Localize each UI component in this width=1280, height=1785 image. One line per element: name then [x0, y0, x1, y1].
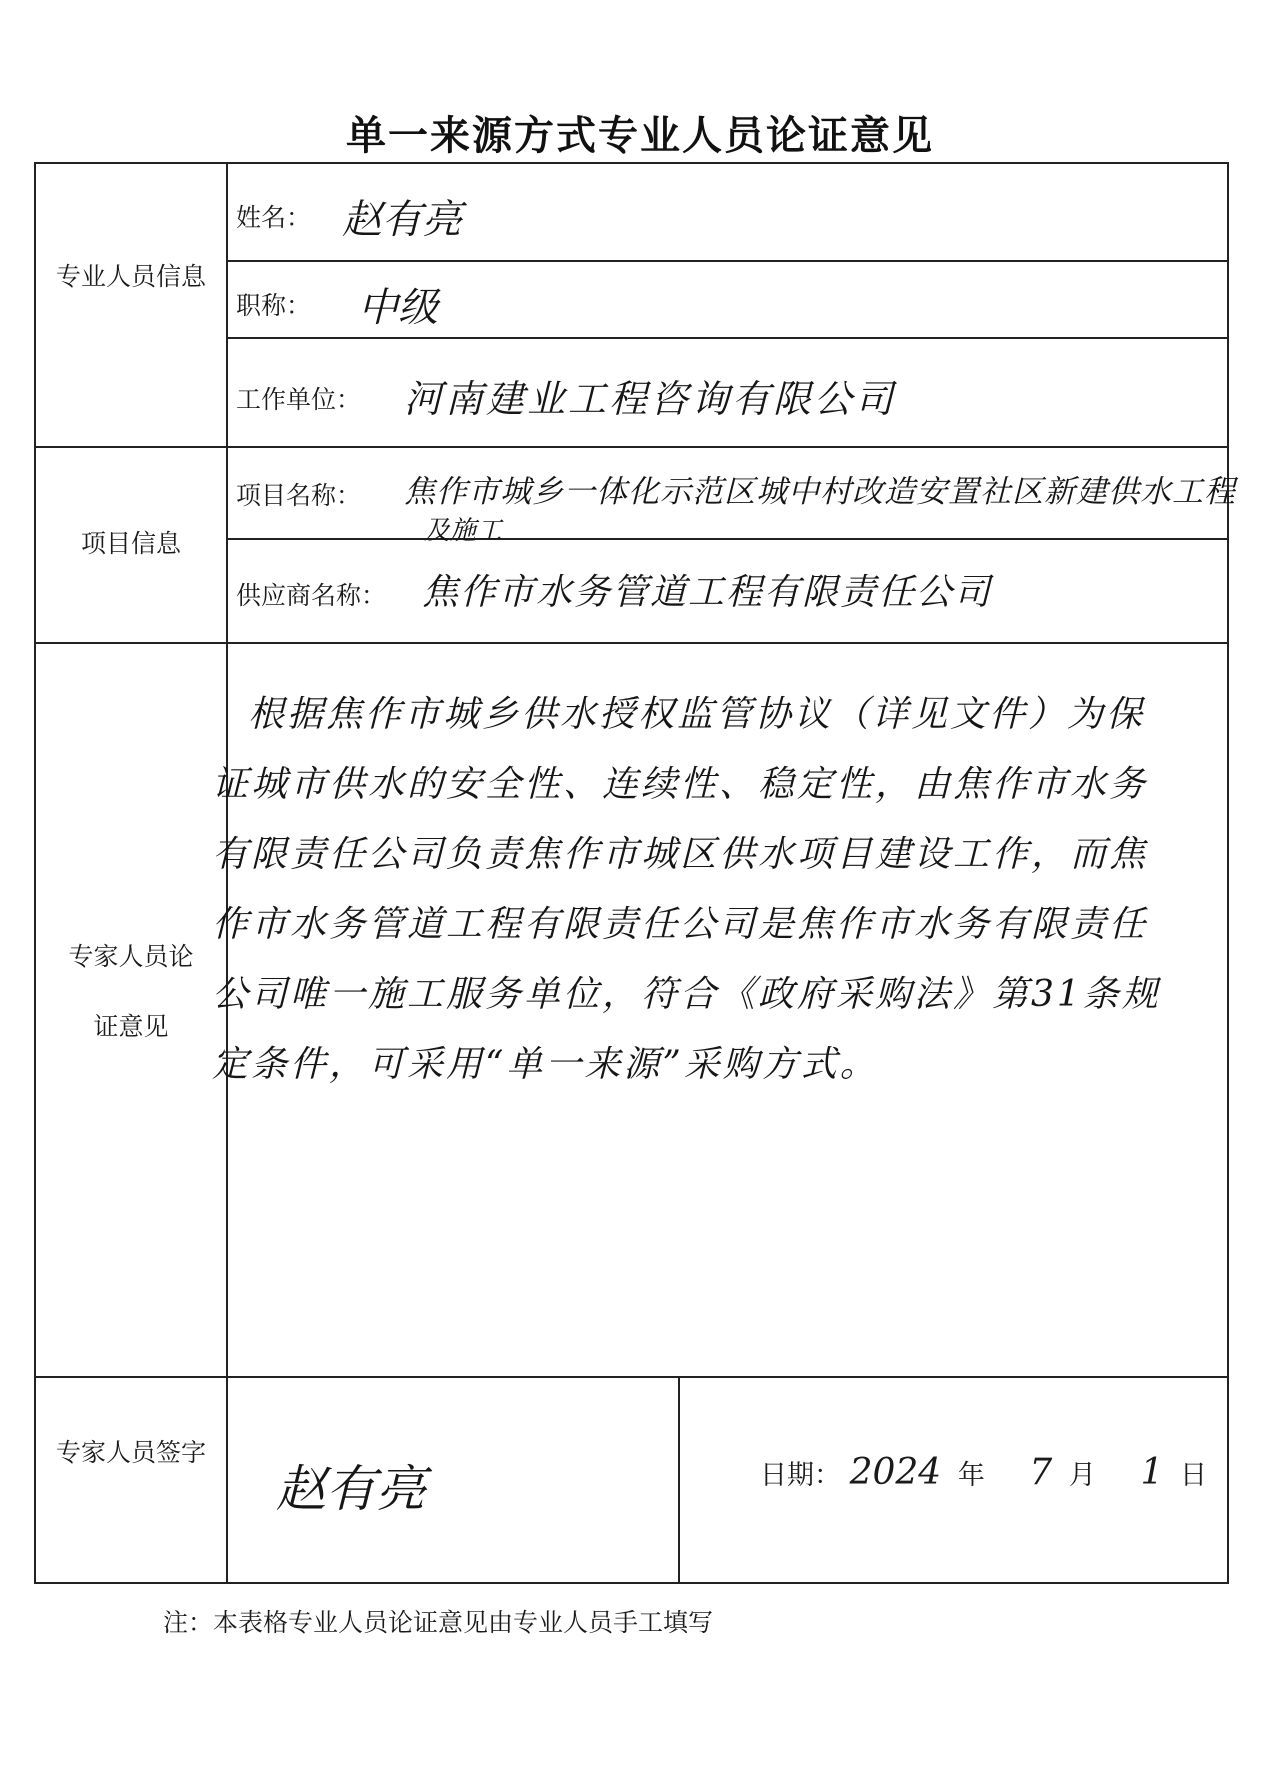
title-label: 职称： — [236, 291, 312, 320]
supplier-label: 供应商名称： — [236, 581, 387, 610]
document-title: 单一来源方式专业人员论证意见 — [346, 113, 934, 159]
expert-opinion-text: 根据焦作市城乡供水授权监管协议（详见文件）为保证城市供水的安全性、连续性、稳定性，由焦作市水务有限责任公司负责焦作市城区供水项目建设工作，而焦作市水务管道工程有限责任公司是焦作市水务有限责任公司唯一施工服务单位，符合《政府采购法》第31条规定条件，可采用“单一来源”采购方式。 — [212, 694, 1161, 1085]
section-expert-signature: 专家人员签字 — [55, 1438, 206, 1467]
project-label: 项目名称： — [236, 481, 362, 510]
signature-date — [760, 1452, 1243, 1493]
date-day-unit: 日 — [1180, 1460, 1207, 1491]
title-value: 中级 — [358, 285, 438, 331]
name-label: 姓名： — [236, 203, 312, 232]
date-day: 1 — [1140, 1452, 1164, 1493]
section-project-info: 项目信息 — [80, 529, 181, 558]
employer-label: 工作单位： — [236, 385, 362, 414]
section-divider — [36, 642, 1227, 644]
section-expert-opinion: 专家人员论证意见 — [68, 942, 194, 1041]
section-divider — [36, 1376, 1227, 1378]
signature-divider — [678, 1376, 680, 1582]
row-divider — [226, 337, 1227, 339]
row-divider — [226, 260, 1227, 262]
footnote: 注：本表格专业人员论证意见由专业人员手工填写 — [163, 1608, 714, 1637]
date-month-unit: 月 — [1068, 1460, 1096, 1491]
row-divider — [226, 538, 1227, 540]
name-value: 赵有亮 — [342, 197, 462, 243]
supplier-value: 焦作市水务管道工程有限责任公司 — [422, 572, 993, 613]
expert-signature: 赵有亮 — [276, 1460, 426, 1518]
date-month: 7 — [1029, 1452, 1053, 1493]
employer-value: 河南建业工程咨询有限公司 — [404, 377, 897, 421]
date-label: 日期： — [760, 1460, 841, 1491]
project-value-line1: 焦作市城乡一体化示范区城中村改造安置社区新建供水工程 — [404, 474, 1236, 510]
section-personnel-info: 专业人员信息 — [55, 262, 206, 291]
project-value-line2: 及施工 — [424, 516, 503, 546]
date-year-unit: 年 — [957, 1460, 985, 1491]
section-divider — [36, 446, 1227, 448]
date-year: 2024 — [849, 1452, 942, 1493]
